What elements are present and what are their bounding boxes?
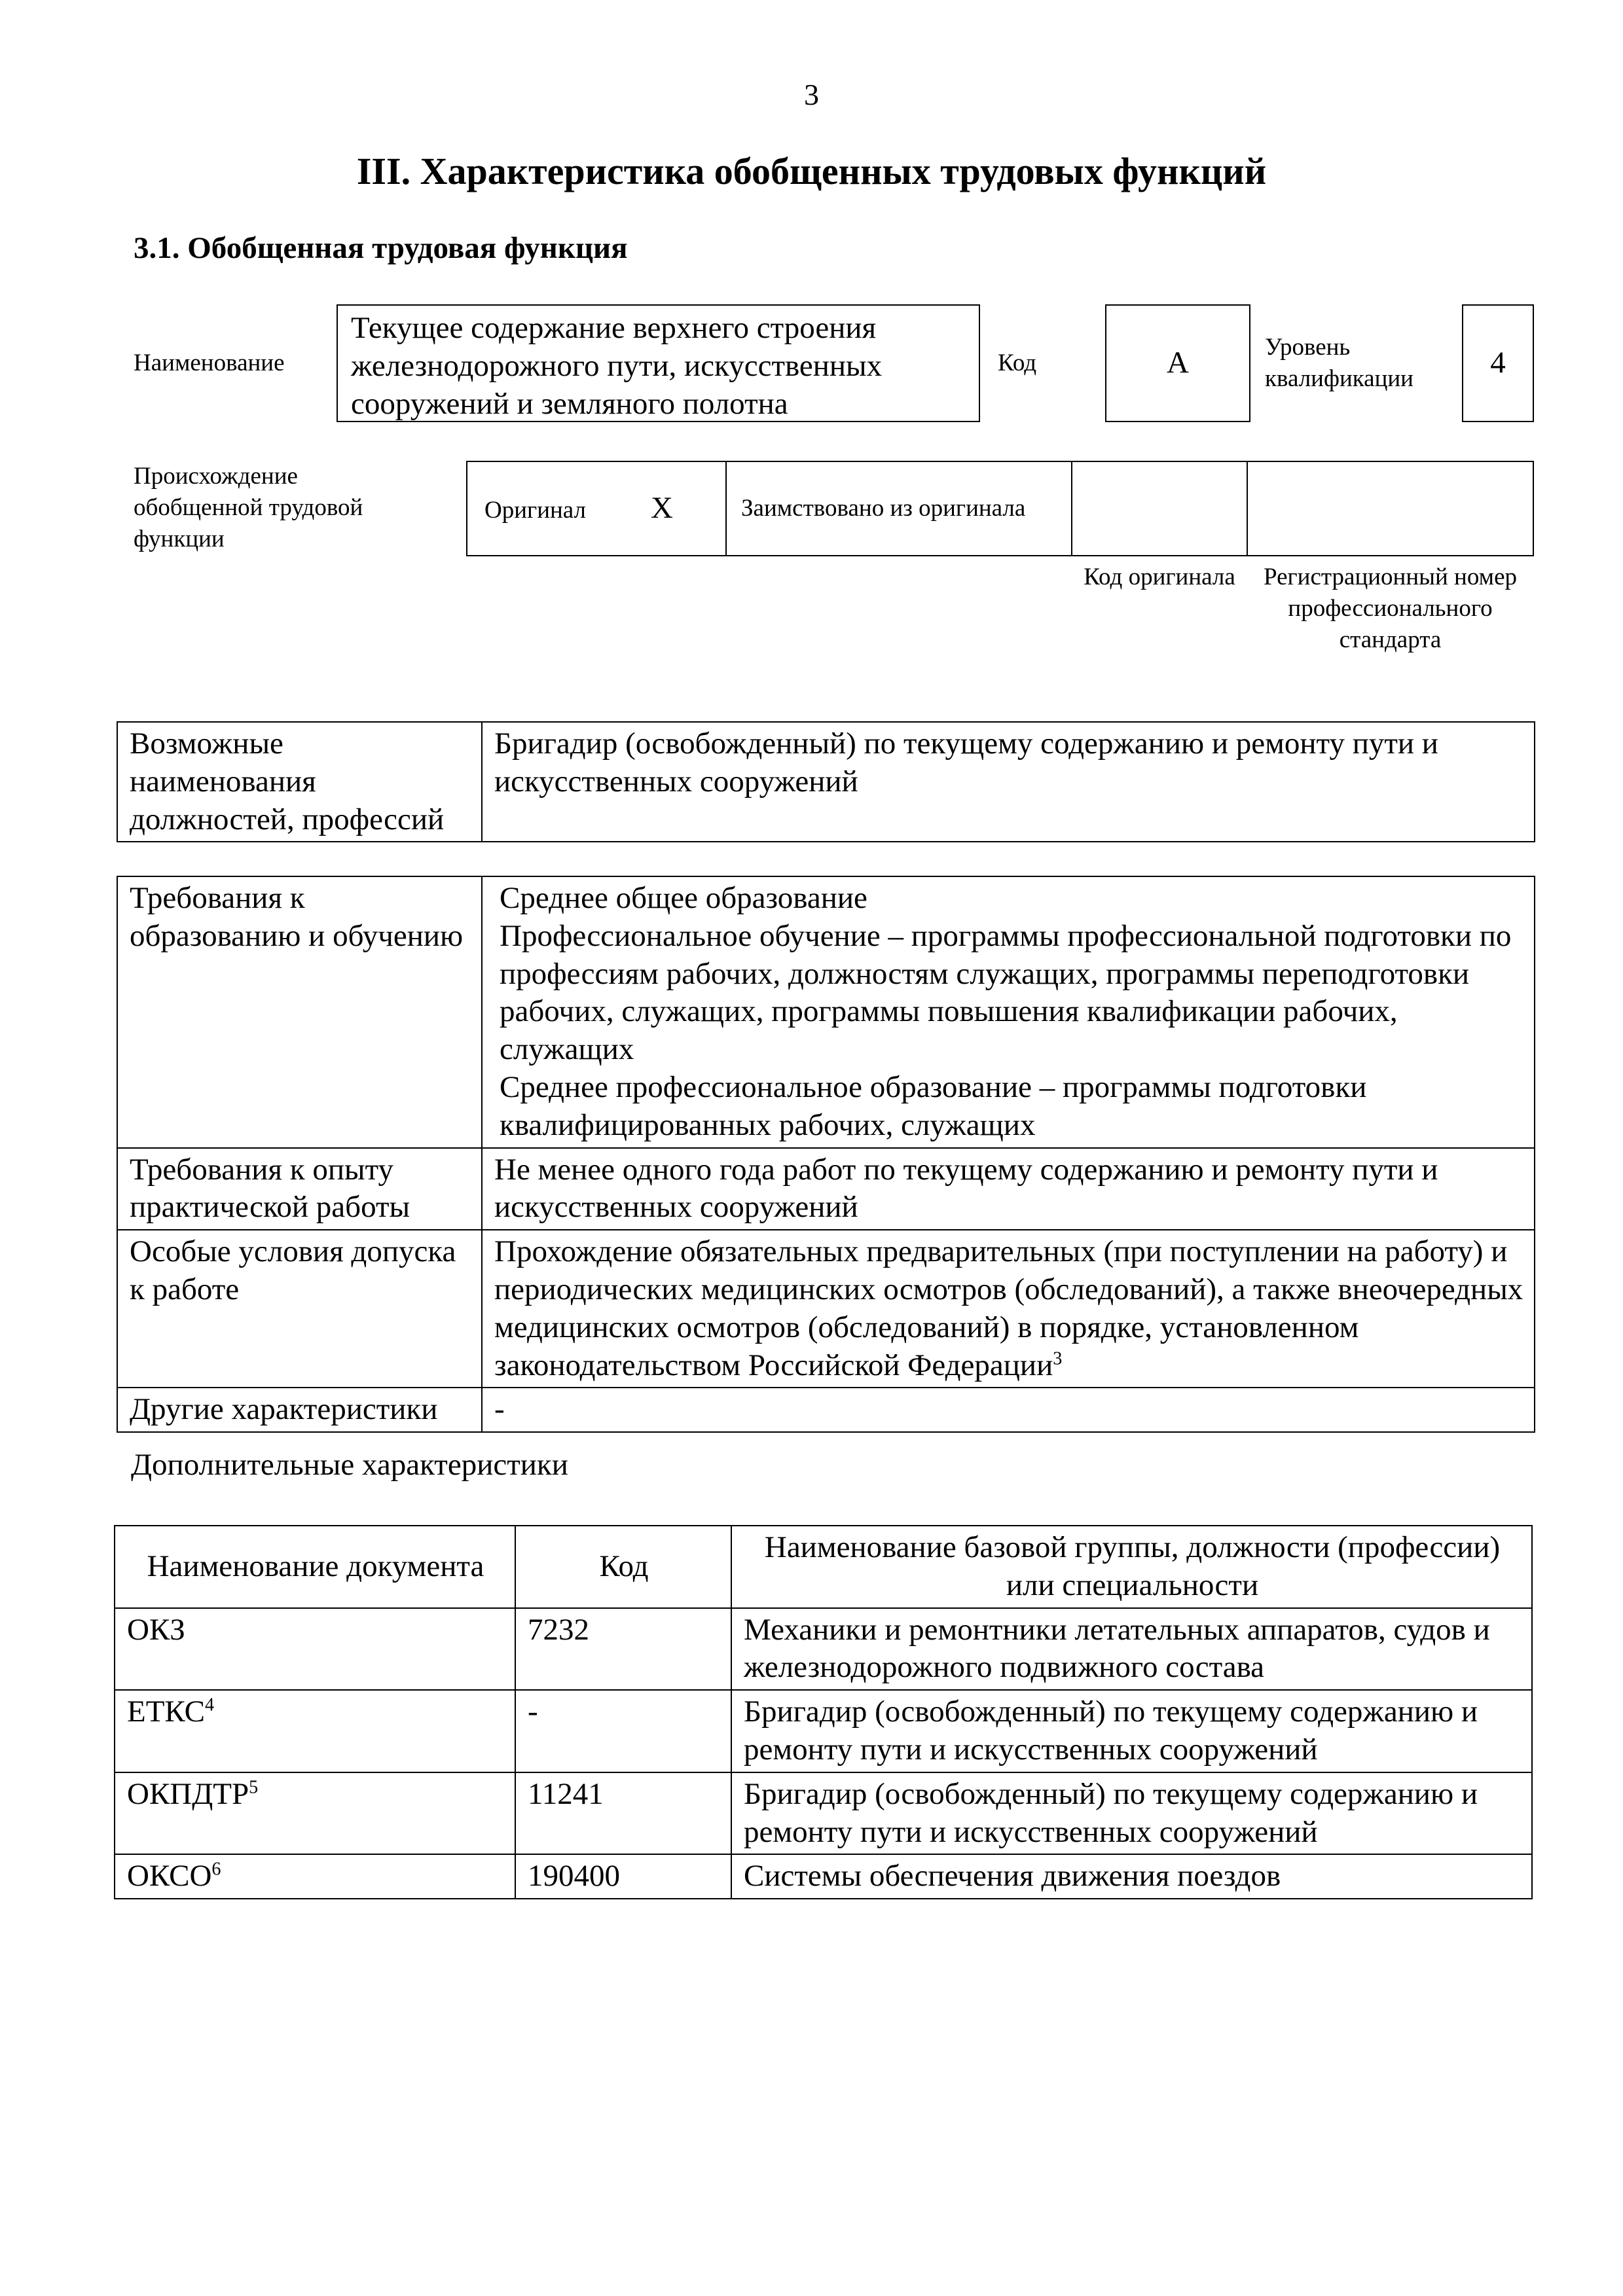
table-row	[115, 1690, 1532, 1772]
code-label: Код	[998, 349, 1037, 376]
table-row	[117, 876, 1535, 1148]
reg-number-caption: Регистрационный номер профессионального стандарта	[1263, 564, 1517, 654]
footnote-mark: 3	[1053, 1348, 1063, 1369]
admission-label: Особые условия допуска к работе	[117, 1230, 482, 1388]
table-header-row	[115, 1526, 1532, 1608]
admission-value: Прохождение обязательных предварительных (при поступлении на работу) и периодических медицинских осмотров (обследований), а также внеочередных медицинских осмотров (обследований) в порядке, установленном законодательством Российской Федерации$^3$	[482, 1230, 1535, 1388]
education-line: Среднее общее образование	[500, 881, 867, 915]
original-mark: X	[651, 491, 673, 525]
header-code: Код	[515, 1526, 731, 1608]
doc-cell: ЕТКС$^4$	[115, 1690, 515, 1772]
doc-cell: ОКПДТР$^5$	[115, 1772, 515, 1855]
header-document: Наименование документа	[115, 1526, 515, 1608]
experience-label: Требования к опыту практической работы	[117, 1148, 482, 1230]
table-row	[115, 1854, 1532, 1899]
borrowed-label: Заимствовано из оригинала	[741, 494, 1026, 522]
table-row	[115, 1772, 1532, 1855]
level-value: 4	[1490, 346, 1506, 380]
reg-number-box	[1247, 461, 1534, 556]
education-line: Профессиональное обучение – программы профессиональной подготовки по профессиям рабочих, должностям служащих, программы переподготовки рабочих, служащих, программы повышения квалификации рабочих, служащих	[500, 918, 1512, 1067]
table-row	[117, 1148, 1535, 1230]
additional-title: Дополнительные характеристики	[131, 1448, 568, 1482]
level-value-box	[1462, 304, 1534, 422]
code-value: А	[1167, 346, 1189, 380]
page-number: 3	[804, 78, 819, 111]
function-name-box	[337, 304, 980, 422]
borrowed-box	[725, 461, 1072, 556]
name-cell: Бригадир (освобожденный) по текущему содержанию и ремонту пути и искусственных сооружений	[731, 1772, 1532, 1855]
education-value	[482, 876, 1535, 1148]
other-label: Другие характеристики	[117, 1388, 482, 1432]
function-name-value: Текущее содержание верхнего строения железнодорожного пути, искусственных сооружений и земляного полотна	[351, 311, 883, 421]
positions-value: Бригадир (освобожденный) по текущему содержанию и ремонту пути и искусственных сооружений	[482, 722, 1535, 842]
section-title: III. Характеристика обобщенных трудовых функций	[356, 150, 1267, 192]
table-row	[117, 722, 1535, 842]
table-row	[117, 1230, 1535, 1388]
doc-cell: ОКСО$^6$	[115, 1854, 515, 1899]
requirements-table	[117, 876, 1535, 1433]
other-value: -	[482, 1388, 1535, 1432]
code-value-box	[1105, 304, 1250, 422]
additional-table	[114, 1525, 1533, 1899]
doc-cell: ОКЗ	[115, 1608, 515, 1691]
header-name: Наименование базовой группы, должности (профессии) или специальности	[731, 1526, 1532, 1608]
positions-table	[117, 721, 1535, 842]
name-cell: Системы обеспечения движения поездов	[731, 1854, 1532, 1899]
code-cell: -	[515, 1690, 731, 1772]
code-original-box	[1071, 461, 1248, 556]
positions-label: Возможные наименования должностей, профессий	[117, 722, 482, 842]
code-cell: 190400	[515, 1854, 731, 1899]
code-cell: 7232	[515, 1608, 731, 1691]
name-label: Наименование	[134, 349, 285, 376]
level-label: Уровень квалификации	[1265, 333, 1413, 392]
name-cell: Бригадир (освобожденный) по текущему содержанию и ремонту пути и искусственных сооружений	[731, 1690, 1532, 1772]
name-cell: Механики и ремонтники летательных аппаратов, судов и железнодорожного подвижного состава	[731, 1608, 1532, 1691]
subsection-title: 3.1. Обобщенная трудовая функция	[134, 231, 628, 265]
original-label: Оригинал	[484, 497, 587, 524]
code-original-caption: Код оригинала	[1084, 564, 1235, 590]
experience-value: Не менее одного года работ по текущему содержанию и ремонту пути и искусственных сооружений	[482, 1148, 1535, 1230]
table-row	[115, 1608, 1532, 1691]
original-box	[466, 461, 727, 556]
education-line: Среднее профессиональное образование – программы подготовки квалифицированных рабочих, служащих	[500, 1069, 1367, 1142]
education-label: Требования к образованию и обучению	[117, 876, 482, 1148]
table-row	[117, 1388, 1535, 1432]
origin-label: Происхождение обобщенной трудовой функции	[134, 463, 363, 553]
code-cell: 11241	[515, 1772, 731, 1855]
